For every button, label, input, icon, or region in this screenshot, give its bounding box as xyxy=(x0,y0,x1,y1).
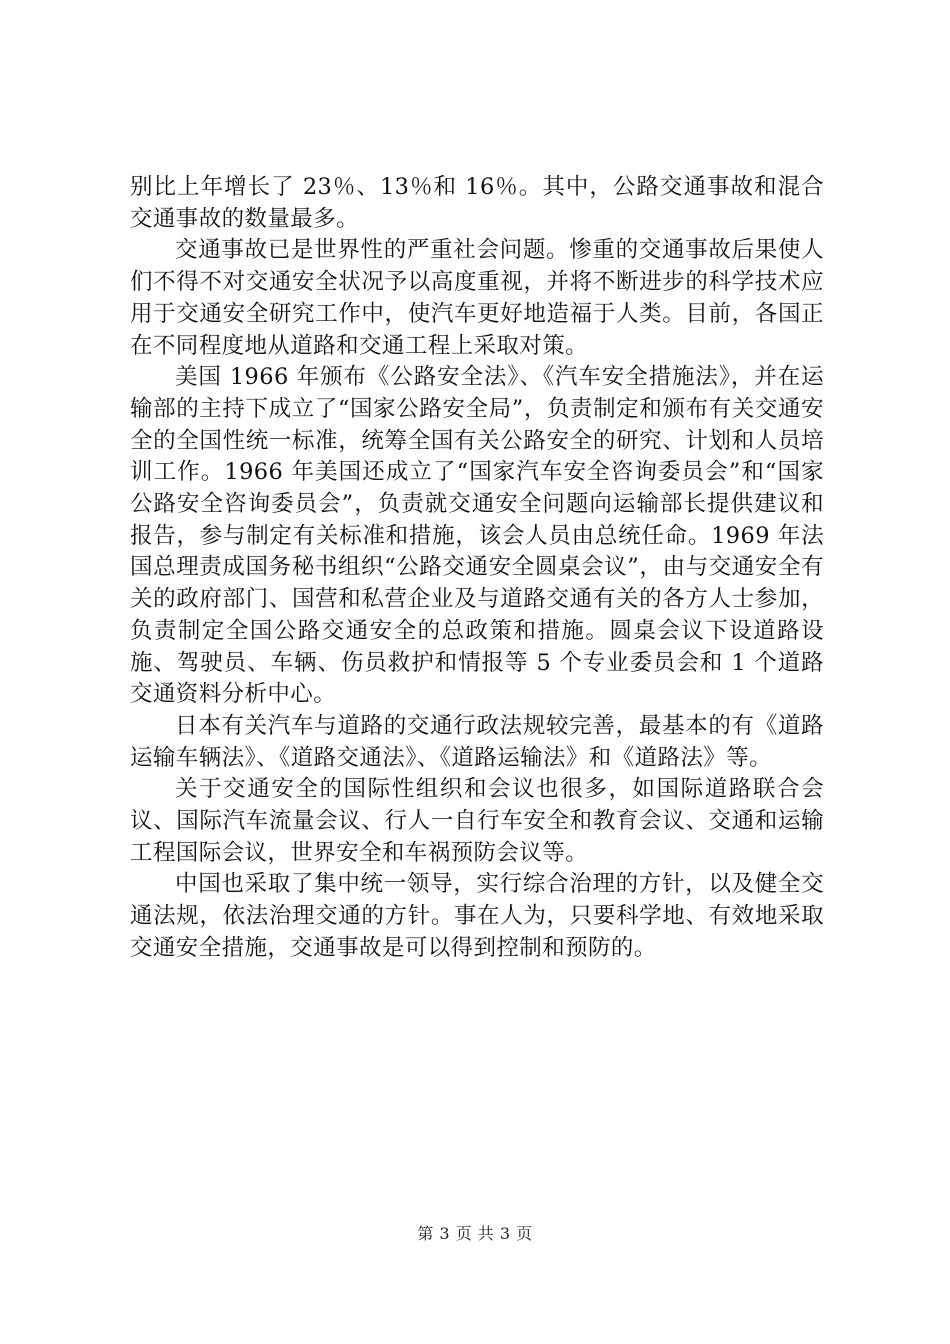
paragraph-6: 中国也采取了集中统一领导，实行综合治理的方针，以及健全交通法规，依法治理交通的方针。事在人为，只要科学地、有效地采取交通安全措施，交通事故是可以得到控制和预防的。 xyxy=(130,871,824,961)
paragraph-2: 交通事故已是世界性的严重社会问题。惨重的交通事故后果使人们不得不对交通安全状况予以高度重视，并将不断进步的科学技术应用于交通安全研究工作中，使汽车更好地造福于人类。目前，各国正在不同程度地从道路和交通工程上采取对策。 xyxy=(130,237,824,359)
paragraph-3: 美国 1966 年颁布《公路安全法》、《汽车安全措施法》，并在运输部的主持下成立了“国家公路安全局”，负责制定和颁布有关交通安全的全国性统一标准，统筹全国有关公路安全的研究、计划和人员培训工作。1966 年美国还成立了“国家汽车安全咨询委员会”和“国家公路安全咨询委员会”，负责就交通安全问题向运输部长提供建议和报告，参与制定有关标准和措施，该会人员由总统任命。1969 年法国总理责成国务秘书组织“公路交通安全圆桌会议”，由与交通安全有关的政府部门、国营和私营企业及与道路交通有关的各方人士参加，负责制定全国公路交通安全的总政策和措施。圆桌会议下设道路设施、驾驶员、车辆、伤员救护和情报等 5 个专业委员会和 1 个道路交通资料分析中心。 xyxy=(130,364,824,708)
page-footer xyxy=(0,1223,950,1245)
paragraph-5: 关于交通安全的国际性组织和会议也很多，如国际道路联合会议、国际汽车流量会议、行人一自行车安全和教育会议、交通和运输工程国际会议，世界安全和车祸预防会议等。 xyxy=(130,776,824,866)
paragraph-4: 日本有关汽车与道路的交通行政法规较完善，最基本的有《道路运输车辆法》、《道路交通法》、《道路运输法》和《道路法》等。 xyxy=(130,712,824,771)
document-body xyxy=(130,172,824,965)
page-number-label: 第 3 页 共 3 页 xyxy=(417,1224,533,1243)
paragraph-1: 别比上年增长了 23％、13％和 16％。其中，公路交通事故和混合交通事故的数量最多。 xyxy=(130,174,824,232)
